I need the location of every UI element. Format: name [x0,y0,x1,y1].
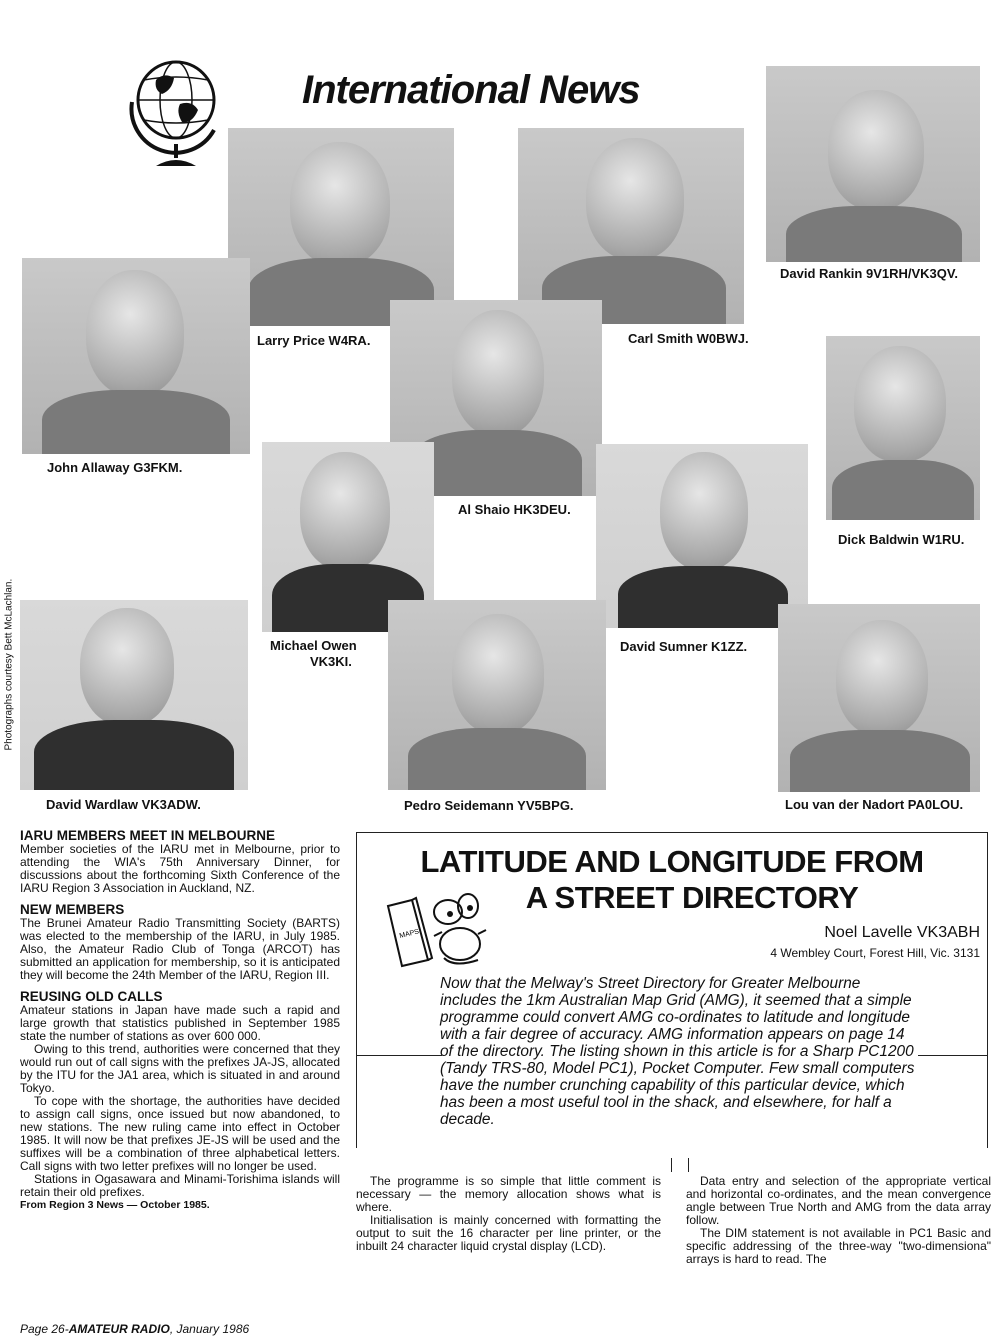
section-paragraph: Stations in Ogasawara and Minami-Torishima islands will retain their old prefixes. [20,1172,340,1199]
column-tick [671,1158,672,1172]
photo-caption-callsign: VK3KI. [310,654,352,669]
photo-caption: Dick Baldwin W1RU. [838,532,965,547]
photo-dick-baldwin [826,336,980,520]
photo-caption: Lou van der Nadort PA0LOU. [785,797,964,812]
body-paragraph: Data entry and selection of the appropriate vertical and horizontal co-ordinates, and the mean convergence angle between True North and AMG from the data array follow. [686,1174,991,1227]
book-cartoon-icon [382,886,492,970]
column-tick [688,1158,689,1172]
section-title: NEW MEMBERS [20,902,125,917]
photo-larry-price [228,128,454,326]
section-paragraph: Owing to this trend, authorities were concerned that they would run out of call signs with the prefixes JA-JS, allocated by the ITU for the JA1 area, which is situated in and around Tokyo. [20,1042,340,1095]
book-label: MAPS [398,928,420,940]
photo-caption: David Wardlaw VK3ADW. [46,797,201,812]
article-body-left [356,1175,661,1253]
photo-caption: Larry Price W4RA. [257,333,371,348]
photo-caption: Pedro Seidemann YV5BPG. [404,798,574,813]
photo-caption: David Rankin 9V1RH/VK3QV. [780,266,958,281]
photo-caption: David Sumner K1ZZ. [620,639,748,654]
section-source: From Region 3 News — October 1985. [20,1199,210,1211]
section-title: REUSING OLD CALLS [20,989,163,1004]
body-paragraph: The programme is so simple that little comment is necessary — the memory allocation shows what is where. [356,1174,661,1214]
body-paragraph: The DIM statement is not available in PC1 Basic and specific addressing of the three-way "two-dimensiona" arrays is hard to read. The [686,1226,991,1266]
photo-caption: Al Shaio HK3DEU. [458,502,571,517]
photo-pedro-seidemann [388,600,606,790]
box-rule-right [918,1055,988,1056]
photo-caption: Carl Smith W0BWJ. [628,331,749,346]
photo-lou-van-der-nadort [778,604,980,792]
section-paragraph: The Brunei Amateur Radio Transmitting Society (BARTS) was elected to the membership of the IARU, in July 1985. Also, the Amateur Radio Club of Tonga (ARCOT) has submitted an application for membership, so it is anticipated they will become the 24th Member of the IARU, Region III. [20,916,340,982]
article-abstract: Now that the Melway's Street Directory for Greater Melbourne includes the 1km Australian Map Grid (AMG), it seemed that a simple programme could convert AMG co-ordinates to latitude and longitude with a fair degree of accuracy. AMG information appears on page 14 of the directory. The listing shown in this article is for a Sharp PC1200 (Tandy TRS-80, Model PC1), Pocket Computer. Few small computers have the number crunching capability of this particular device, which has been a most useful tool in the shack, and elsewhere, for half a decade. [440,975,915,1128]
section-paragraph: To cope with the shortage, the authorities have decided to assign call signs, once issued but now abandoned, to new stations. The new ruling came into effect in October 1985. It will now be that prefixes JE-JS will be used and the suffixes will be a combination of three alphabetical letters. Call signs with two letter prefixes will no longer be used. [20,1094,340,1173]
photo-carl-smith [518,128,744,324]
photo-john-allaway [22,258,250,454]
photo-david-rankin [766,66,980,262]
section-title: IARU MEMBERS MEET IN MELBOURNE [20,828,276,843]
article-title-line: A STREET DIRECTORY [525,880,859,915]
footer-magazine: AMATEUR RADIO [68,1322,170,1336]
photo-caption: Michael Owen [270,638,357,653]
article-body-right [686,1175,991,1266]
photo-david-wardlaw [20,600,248,790]
body-paragraph: Initialisation is mainly concerned with formatting the output to suit the 16 character per line printer, or the inbuilt 24 character liquid crystal display (LCD). [356,1213,661,1253]
page-footer [20,1322,249,1336]
footer-page: Page 26- [20,1322,69,1336]
photo-credit: Photographs courtesy Bett McLachlan. [3,578,15,751]
section-paragraph: Amateur stations in Japan have made such a rapid and large growth that statistics published in September 1985 state the number of stations as over 600 000. [20,1003,340,1043]
article-author: Noel Lavelle VK3ABH [824,924,980,941]
news-column [20,828,340,1212]
article-address: 4 Wembley Court, Forest Hill, Vic. 3131 [770,946,980,960]
photo-caption: John Allaway G3FKM. [47,460,183,475]
globe-icon [118,50,228,168]
section-paragraph: Member societies of the IARU met in Melbourne, prior to attending the WIA's 75th Anniversary Dinner, for discussions about the forthcoming Sixth Conference of the IARU Region 3 Association in Auckland, NZ. [20,842,340,895]
box-rule-left [356,1055,442,1056]
article-title-line: LATITUDE AND LONGITUDE FROM [420,844,924,879]
footer-date: , January 1986 [169,1322,250,1336]
photo-david-sumner [596,444,808,628]
page-title: International News [302,68,640,112]
